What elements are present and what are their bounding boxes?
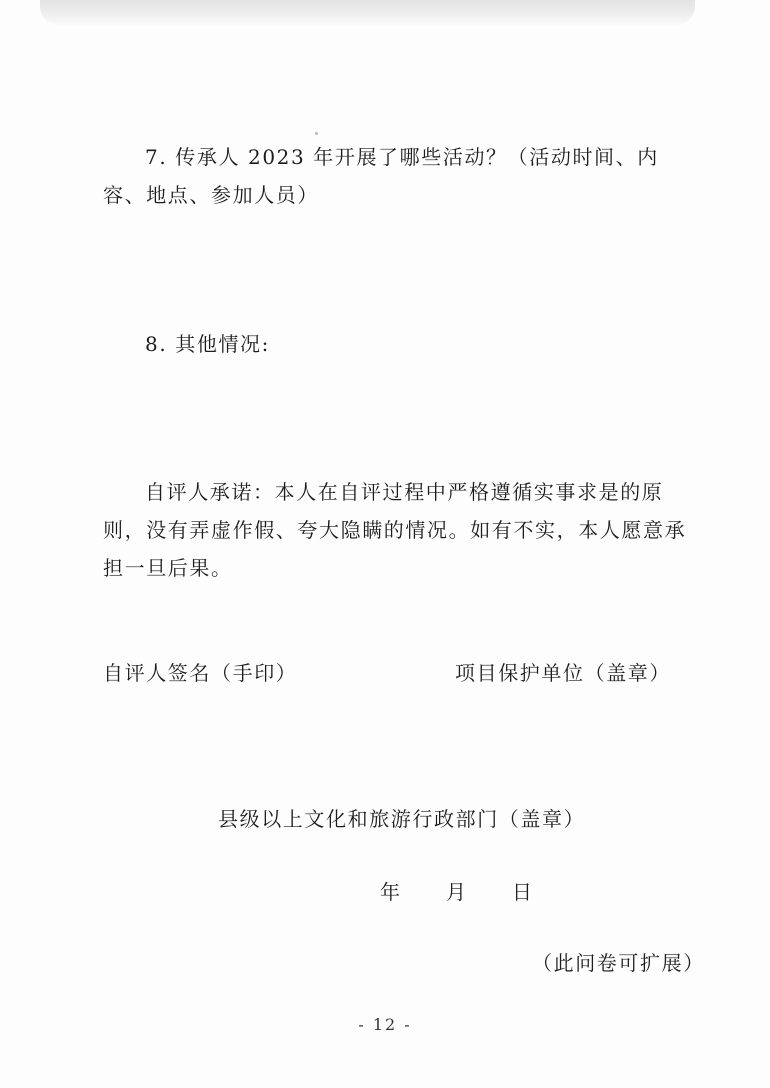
date-day-label: 日	[512, 880, 532, 904]
question-8-text: 8. 其他情况:	[145, 332, 270, 356]
pledge-text: 自评人承诺：本人在自评过程中严格遵循实事求是的原则，没有弄虚作假、夸大隐瞒的情况。如有不实，本人愿意承担一旦后果。	[103, 480, 687, 580]
question-8	[103, 325, 693, 363]
question-7	[103, 138, 693, 214]
scan-edge-artifact	[40, 0, 695, 26]
self-evaluator-pledge	[103, 473, 693, 587]
expandable-note: （此问卷可扩展）	[532, 951, 705, 975]
date-month-label: 月	[446, 880, 466, 904]
date-year-label: 年	[380, 880, 400, 904]
page-number: - 12 -	[358, 1015, 412, 1034]
unit-seal-label: 项目保护单位（盖章）	[455, 661, 671, 685]
question-7-text: 7. 传承人 2023 年开展了哪些活动？（活动时间、内容、地点、参加人员）	[103, 145, 659, 207]
date-line	[380, 876, 532, 905]
department-seal-label: 县级以上文化和旅游行政部门（盖章）	[218, 807, 586, 831]
signature-label: 自评人签名（手印）	[103, 661, 298, 685]
scan-speck	[315, 132, 318, 135]
